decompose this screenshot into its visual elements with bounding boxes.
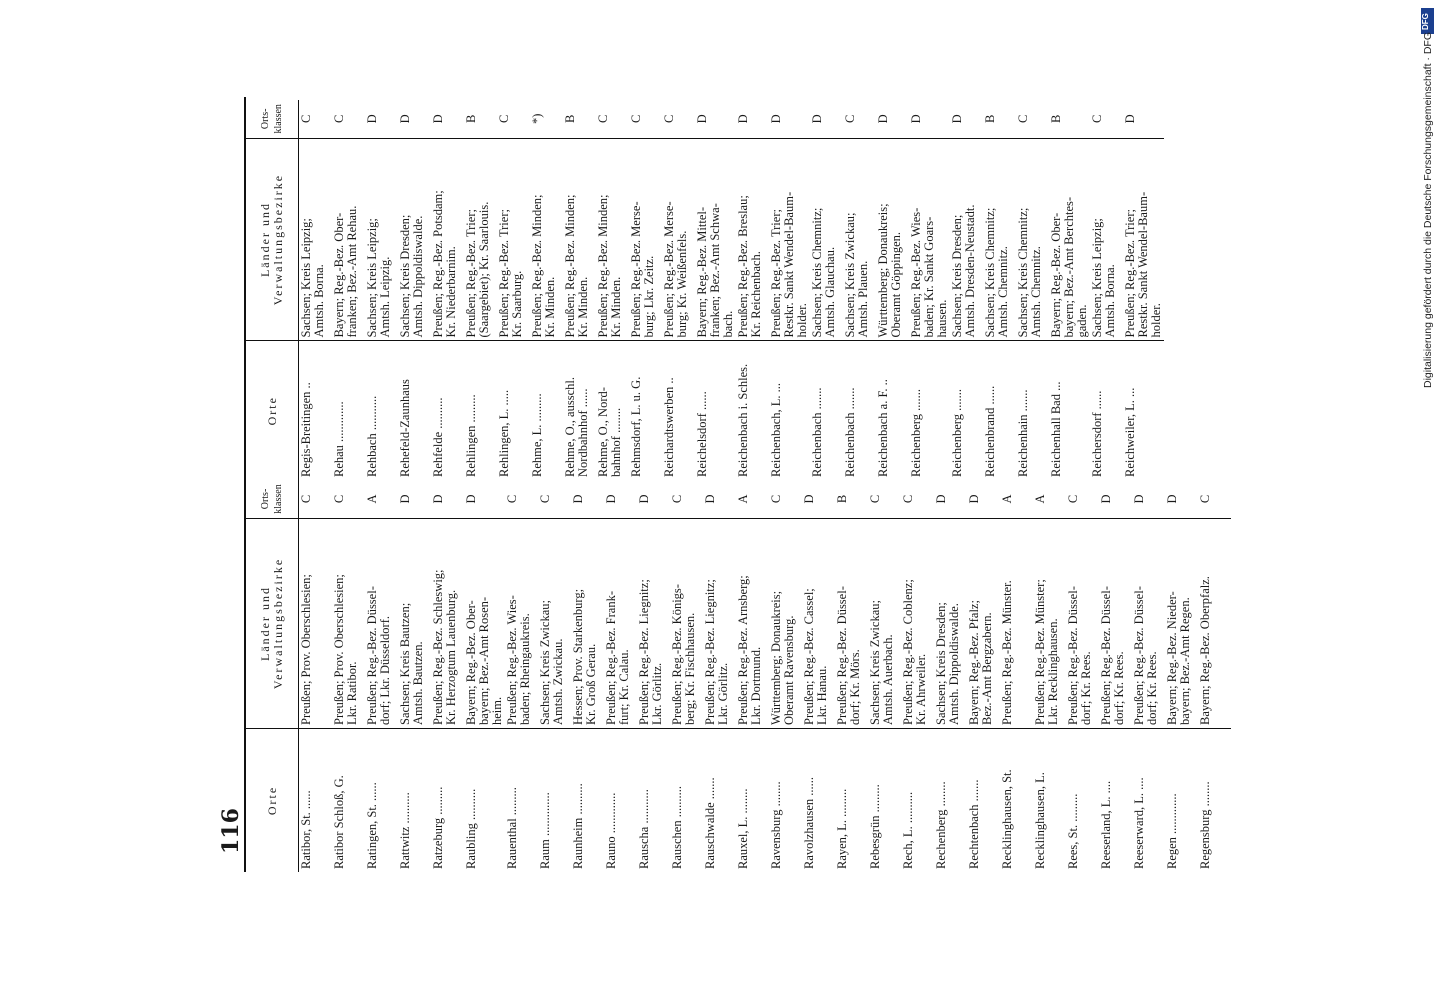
land-cell: Bayern; Reg.-Bez. Mittel- franken; Bez.-Amt Schwa- bach.: [695, 138, 736, 341]
klasse-cell: C: [629, 114, 643, 123]
klasse-cell: C: [299, 494, 313, 504]
klasse-cell: D: [1132, 494, 1146, 504]
klasse-cell: A: [1000, 494, 1014, 504]
table-row: [736, 100, 769, 480]
digitization-note-text: Digitalisierung gefördert durch die Deutsche Forschungsgemeinschaft · DFG: [1422, 31, 1434, 388]
klasse-cell: D: [950, 114, 964, 124]
klasse-cell: B: [835, 494, 849, 504]
klasse-cell: C: [538, 494, 552, 504]
table-row: [1099, 480, 1132, 872]
land-cell: Preußen; Reg.-Bez. Minden; Kr. Minden.: [563, 138, 596, 341]
land-cell: Preußen; Reg.-Bez. Düssel- dorf; Kr. Rees.: [1099, 519, 1132, 729]
land-cell: Preußen; Reg.-Bez. Düssel- dorf; Kr. Rees.: [1132, 519, 1165, 729]
table-row: [332, 480, 365, 872]
klasse-cell: D: [398, 494, 412, 504]
ort-cell: Rayen, L. .........: [835, 788, 849, 869]
klasse-cell: B: [563, 114, 577, 123]
table-row: [464, 100, 497, 480]
klasse-cell: C: [1066, 494, 1080, 504]
klasse-cell: D: [1099, 494, 1113, 504]
table-row: [736, 480, 769, 872]
land-cell: Preußen; Reg.-Bez. Trier; Kr. Saarburg.: [497, 138, 530, 341]
klasse-cell: D: [876, 114, 890, 124]
digitization-note: [1422, 8, 1434, 388]
table-row: [505, 480, 538, 872]
ort-cell: Ratibor, St. ......: [299, 790, 313, 869]
land-cell: Sachsen; Kreis Dresden; Amtsh. Dresden-Neustadt.: [950, 138, 983, 341]
klasse-cell: D: [431, 494, 445, 504]
table-row: [810, 100, 843, 480]
ort-cell: Rauxel, L. ........: [736, 788, 750, 869]
ort-cell: Rees, St. .........: [1066, 793, 1080, 869]
klasse-cell: C: [299, 114, 313, 123]
table-row: [1123, 100, 1164, 480]
table-row: [901, 480, 934, 872]
table-row: [398, 100, 431, 480]
ort-cell: Rauschen ..........: [670, 786, 684, 869]
table-row: [365, 100, 398, 480]
klasse-cell: C: [901, 494, 915, 504]
table-row: [983, 100, 1016, 480]
land-cell: Sachsen; Kreis Chemnitz; Amtsh. Chemnitz.: [1016, 138, 1049, 341]
land-cell: Hessen; Prov. Starkenburg; Kr. Groß Gerau.: [571, 519, 604, 729]
ort-cell: Reichenbach, L. ...: [769, 382, 783, 477]
table-row: [1090, 100, 1123, 480]
land-cell: Sachsen; Kreis Leipzig; Amtsh. Leipzig.: [365, 138, 398, 341]
ort-cell: Recklinghausen, L.: [1033, 772, 1047, 869]
klasse-cell: D: [1165, 494, 1179, 504]
land-cell: Bayern; Reg.-Bez. Ober- bayern; Bez.-Amt Rosen- heim.: [464, 519, 505, 729]
klasse-cell: D: [365, 114, 379, 124]
klasse-cell: D: [934, 494, 948, 504]
right-table-body: [299, 100, 1165, 480]
header-klassen: Orts- klassen: [246, 480, 299, 519]
land-cell: Preußen; Reg.-Bez. Trier; Restkr. Sankt Wendel-Baum- holder.: [1123, 138, 1164, 341]
table-row: [365, 480, 398, 872]
land-cell: Preußen; Reg.-Bez. Potsdam; Kr. Niederbarnim.: [431, 138, 464, 341]
land-cell: Sachsen; Kreis Bautzen; Amtsh. Bautzen.: [398, 519, 431, 729]
table-row: [604, 480, 637, 872]
land-cell: Preußen; Reg.-Bez. Frank- furt; Kr. Calau.: [604, 519, 637, 729]
land-cell: Bayern; Reg.-Bez. Pfalz; Bez.-Amt Bergzabern.: [967, 519, 1000, 729]
klasse-cell: A: [1033, 494, 1047, 504]
header-laender: Länder und Verwaltungsbezirke: [246, 519, 299, 729]
klasse-cell: D: [1123, 114, 1137, 124]
klasse-cell: C: [497, 114, 511, 123]
header-laender: Länder und Verwaltungsbezirke: [246, 138, 299, 341]
header-orte: Orte: [246, 341, 299, 480]
table-row: [1165, 480, 1198, 872]
left-header-row: [246, 480, 299, 872]
ort-cell: Regis-Breitingen ..: [299, 382, 313, 477]
table-row: [299, 100, 333, 480]
ort-cell: Rehlingen .........: [464, 394, 478, 477]
ort-cell: Ratibor Schloß, G.: [332, 775, 346, 869]
land-cell: Preußen; Reg.-Bez. Minden; Kr. Minden.: [530, 138, 563, 341]
table-row: [843, 100, 876, 480]
table-row: [876, 100, 909, 480]
land-cell: Bayern; Reg.-Bez. Ober- franken; Bez.-Amt Rehau.: [332, 138, 365, 341]
klasse-cell: B: [983, 114, 997, 123]
klasse-cell: D: [909, 114, 923, 124]
table-row: [662, 100, 695, 480]
ort-cell: Rechtenbach .......: [967, 779, 981, 869]
land-cell: Preußen; Reg.-Bez. Merse- burg; Lkr. Zeitz.: [629, 138, 662, 341]
klasse-cell: A: [736, 494, 750, 504]
land-cell: Sachsen; Kreis Dresden; Amtsh. Dippoldiswalde.: [934, 519, 967, 729]
table-row: [1132, 480, 1165, 872]
land-cell: Württemberg; Donaukreis; Oberamt Ravensburg.: [769, 519, 802, 729]
ort-cell: Rech, L. ..........: [901, 791, 915, 869]
table-row: [769, 480, 802, 872]
klasse-cell: C: [332, 114, 346, 123]
ort-cell: Rauscha ...........: [637, 789, 651, 869]
header-klassen: Orts- klassen: [246, 100, 299, 138]
table-row: [695, 100, 736, 480]
klasse-cell: C: [1016, 114, 1030, 123]
table-row: [769, 100, 810, 480]
klasse-cell: D: [695, 114, 709, 124]
ort-cell: Rehefeld-Zaunhaus: [398, 379, 412, 477]
klasse-cell: C: [596, 114, 610, 123]
table-row: [950, 100, 983, 480]
ort-cell: Reichenbach .......: [843, 387, 857, 477]
klasse-cell: C: [505, 494, 519, 504]
table-row: [629, 100, 662, 480]
left-table: [246, 480, 1231, 872]
ort-cell: Rauenthal .........: [505, 787, 519, 869]
ort-cell: Regensburg ........: [1198, 781, 1212, 869]
ort-cell: Reichenbach i. Schles.: [736, 363, 750, 477]
ort-cell: Rebesgrün .........: [868, 784, 882, 869]
ort-cell: Raum ..............: [538, 792, 552, 869]
ort-cell: Reichenbrand ......: [983, 385, 997, 477]
document-page: [218, 100, 1212, 920]
land-cell: Preußen; Reg.-Bez. Liegnitz; Lkr. Görlitz.: [637, 519, 670, 729]
ort-cell: Rehlingen, L. .....: [497, 389, 511, 477]
klasse-cell: C: [662, 114, 676, 123]
ort-cell: Raubling ..........: [464, 788, 478, 869]
klasse-cell: D: [398, 114, 412, 124]
table-row: [835, 480, 868, 872]
land-cell: Preußen; Reg.-Bez. Münster; Lkr. Recklinghausen.: [1033, 519, 1066, 729]
land-cell: Sachsen; Kreis Chemnitz; Amtsh. Glauchau.: [810, 138, 843, 341]
land-cell: Preußen; Reg.-Bez. Düssel- dorf; Kr. Mörs.: [835, 519, 868, 729]
klasse-cell: D: [967, 494, 981, 504]
ort-cell: Recklinghausen, St.: [1000, 769, 1014, 869]
table-row: [703, 480, 736, 872]
land-cell: Preußen; Reg.-Bez. Coblenz; Kr. Ahrweiler.: [901, 519, 934, 729]
ort-cell: Ravensburg ........: [769, 781, 783, 869]
left-table-body: [299, 480, 1232, 872]
land-cell: Preußen; Reg.-Bez. Düssel- dorf; Lkr. Düsseldorf.: [365, 519, 398, 729]
klasse-cell: D: [431, 114, 445, 124]
table-row: [332, 100, 365, 480]
ort-cell: Rehbach ...........: [365, 395, 379, 477]
land-cell: Sachsen; Kreis Zwickau; Amtsh. Auerbach.: [868, 519, 901, 729]
klasse-cell: D: [703, 494, 717, 504]
ort-cell: Reichenbach a. F. ..: [876, 379, 890, 477]
klasse-cell: A: [365, 494, 379, 504]
klasse-cell: D: [802, 494, 816, 504]
land-cell: Bayern; Reg.-Bez. Oberpfalz.: [1198, 519, 1231, 729]
table-row: [967, 480, 1000, 872]
ort-cell: Reichenberg .......: [950, 389, 964, 477]
ort-cell: Rauschwalde .......: [703, 777, 717, 869]
klasse-cell: C: [332, 494, 346, 504]
header-orte: Orte: [246, 729, 299, 873]
land-cell: Sachsen; Kreis Dresden; Amtsh. Dippoldiswalde.: [398, 138, 431, 341]
table-row: [670, 480, 703, 872]
table-row: [464, 480, 505, 872]
ort-cell: Reichenhall Bad ...: [1049, 381, 1063, 477]
klasse-cell: C: [843, 114, 857, 123]
right-table: [246, 100, 1164, 480]
klasse-cell: B: [464, 114, 478, 123]
land-cell: Preußen; Reg.-Bez. Wies- baden; Kr. Sankt Goars- hausen.: [909, 138, 950, 341]
land-cell: Preußen; Reg.-Bez. Arnsberg; Lkr. Dortmund.: [736, 519, 769, 729]
page-number: 116: [218, 808, 244, 854]
ort-cell: Rechenberg ........: [934, 781, 948, 869]
land-cell: Preußen; Reg.-Bez. Cassel; Lkr. Hanau.: [802, 519, 835, 729]
land-cell: Preußen; Reg.-Bez. Minden; Kr. Minden.: [596, 138, 629, 341]
land-cell: Preußen; Reg.-Bez. Schleswig; Kr. Herzogtum Lauenburg.: [431, 519, 464, 729]
ort-cell: Reichenberg .......: [909, 389, 923, 477]
klasse-cell: D: [810, 114, 824, 124]
ort-cell: Reichelsdorf ......: [695, 391, 709, 477]
ort-cell: Reichersdorf ......: [1090, 390, 1104, 477]
ort-cell: Regen .............: [1165, 793, 1179, 869]
ort-cell: Reichweiler, L. ...: [1123, 387, 1137, 477]
ort-cell: Rehmsdorf, L. u. G.: [629, 376, 643, 477]
klasse-cell: C: [769, 494, 783, 504]
ort-cell: Reeserward, L. ....: [1132, 777, 1146, 869]
table-row: [497, 100, 530, 480]
klasse-cell: D: [571, 494, 585, 504]
table-row: [1066, 480, 1099, 872]
table-row: [1000, 480, 1033, 872]
ort-cell: Ratingen, St. ......: [365, 782, 379, 869]
land-cell: Preußen; Reg.-Bez. Wies- baden; Rheingaukreis.: [505, 519, 538, 729]
klasse-cell: B: [1049, 114, 1063, 123]
table-row: [530, 100, 563, 480]
land-cell: Preußen; Prov. Oberschlesien; Lkr. Ratibor.: [332, 519, 365, 729]
klasse-cell: C: [670, 494, 684, 504]
dfg-logo: DFG: [1421, 8, 1434, 34]
table-row: [299, 480, 333, 872]
table-row: [538, 480, 571, 872]
land-cell: Sachsen; Kreis Zwickau; Amtsh. Plauen.: [843, 138, 876, 341]
table-row: [868, 480, 901, 872]
ort-cell: Ratzeburg .........: [431, 786, 445, 869]
klasse-cell: C: [1090, 114, 1104, 123]
klasse-cell: *): [530, 113, 544, 124]
klasse-cell: D: [769, 114, 783, 124]
table-row: [571, 480, 604, 872]
klasse-cell: C: [1198, 494, 1212, 504]
table-row: [802, 480, 835, 872]
ort-cell: Rehau .............: [332, 401, 346, 477]
ort-cell: Rehfelde ..........: [431, 397, 445, 477]
ort-cell: Reeserland, L. ....: [1099, 780, 1113, 869]
land-cell: Preußen; Prov. Oberschlesien;: [299, 519, 333, 729]
land-cell: Sachsen; Kreis Leipzig; Amtsh. Borna.: [1090, 138, 1123, 341]
ort-cell: Raunheim ..........: [571, 783, 585, 869]
ort-cell: Rehme, O., ausschl. Nordbahnhof ......: [563, 377, 590, 477]
ort-cell: Ravolzhausen ......: [802, 777, 816, 869]
land-cell: Preußen; Reg.-Bez. Trier; Restkr. Sankt Wendel-Baum- holder.: [769, 138, 810, 341]
ort-cell: Rauno .............: [604, 792, 618, 869]
table-row: [1016, 100, 1049, 480]
ort-cell: Rehme, O., Nord- bahnhof ........: [596, 387, 623, 477]
land-cell: Preußen; Reg.-Bez. Düssel- dorf; Kr. Rees.: [1066, 519, 1099, 729]
klasse-cell: D: [637, 494, 651, 504]
right-header-row: [246, 100, 299, 480]
land-cell: Sachsen; Kreis Chemnitz; Amtsh. Chemnitz.: [983, 138, 1016, 341]
ort-cell: Reichenbach .......: [810, 387, 824, 477]
table-row: [1198, 480, 1231, 872]
table-row: [1033, 480, 1066, 872]
land-cell: Bayern; Reg.-Bez. Nieder- bayern; Bez.-Amt Regen.: [1165, 519, 1198, 729]
land-cell: Preußen; Reg.-Bez. Trier; (Saargebiet); Kr. Saarlouis.: [464, 138, 497, 341]
land-cell: Bayern; Reg.-Bez. Ober- bayern; Bez.-Amt Berchtes- gaden.: [1049, 138, 1090, 341]
table-row: [909, 100, 950, 480]
table-row: [637, 480, 670, 872]
table-row: [398, 480, 431, 872]
table-row: [431, 100, 464, 480]
ort-cell: Rattwitz ..........: [398, 792, 412, 869]
land-cell: Sachsen; Kreis Leipzig; Amtsh. Borna.: [299, 138, 333, 341]
land-cell: Preußen; Reg.-Bez. Breslau; Kr. Reichenbach.: [736, 138, 769, 341]
klasse-cell: C: [868, 494, 882, 504]
ort-cell: Reichardtswerben ..: [662, 377, 676, 477]
land-cell: Württemberg; Donaukreis; Oberamt Göppingen.: [876, 138, 909, 341]
land-cell: Sachsen; Kreis Zwickau; Amtsh. Zwickau.: [538, 519, 571, 729]
table-row: [934, 480, 967, 872]
ort-cell: Reichenhain .......: [1016, 389, 1030, 477]
land-cell: Preußen; Reg.-Bez. Liegnitz; Lkr. Görlitz.: [703, 519, 736, 729]
table-row: [1049, 100, 1090, 480]
klasse-cell: D: [736, 114, 750, 124]
land-cell: Preußen; Reg.-Bez. Königs- berg; Kr. Fischhausen.: [670, 519, 703, 729]
klasse-cell: D: [604, 494, 618, 504]
land-cell: Preußen; Reg.-Bez. Merse- burg; Kr. Weißenfels.: [662, 138, 695, 341]
klasse-cell: D: [464, 494, 478, 504]
land-cell: Preußen; Reg.-Bez. Münster.: [1000, 519, 1033, 729]
table-row: [563, 100, 596, 480]
table-row: [596, 100, 629, 480]
table-row: [431, 480, 464, 872]
ort-cell: Rehme, L. .........: [530, 393, 544, 477]
